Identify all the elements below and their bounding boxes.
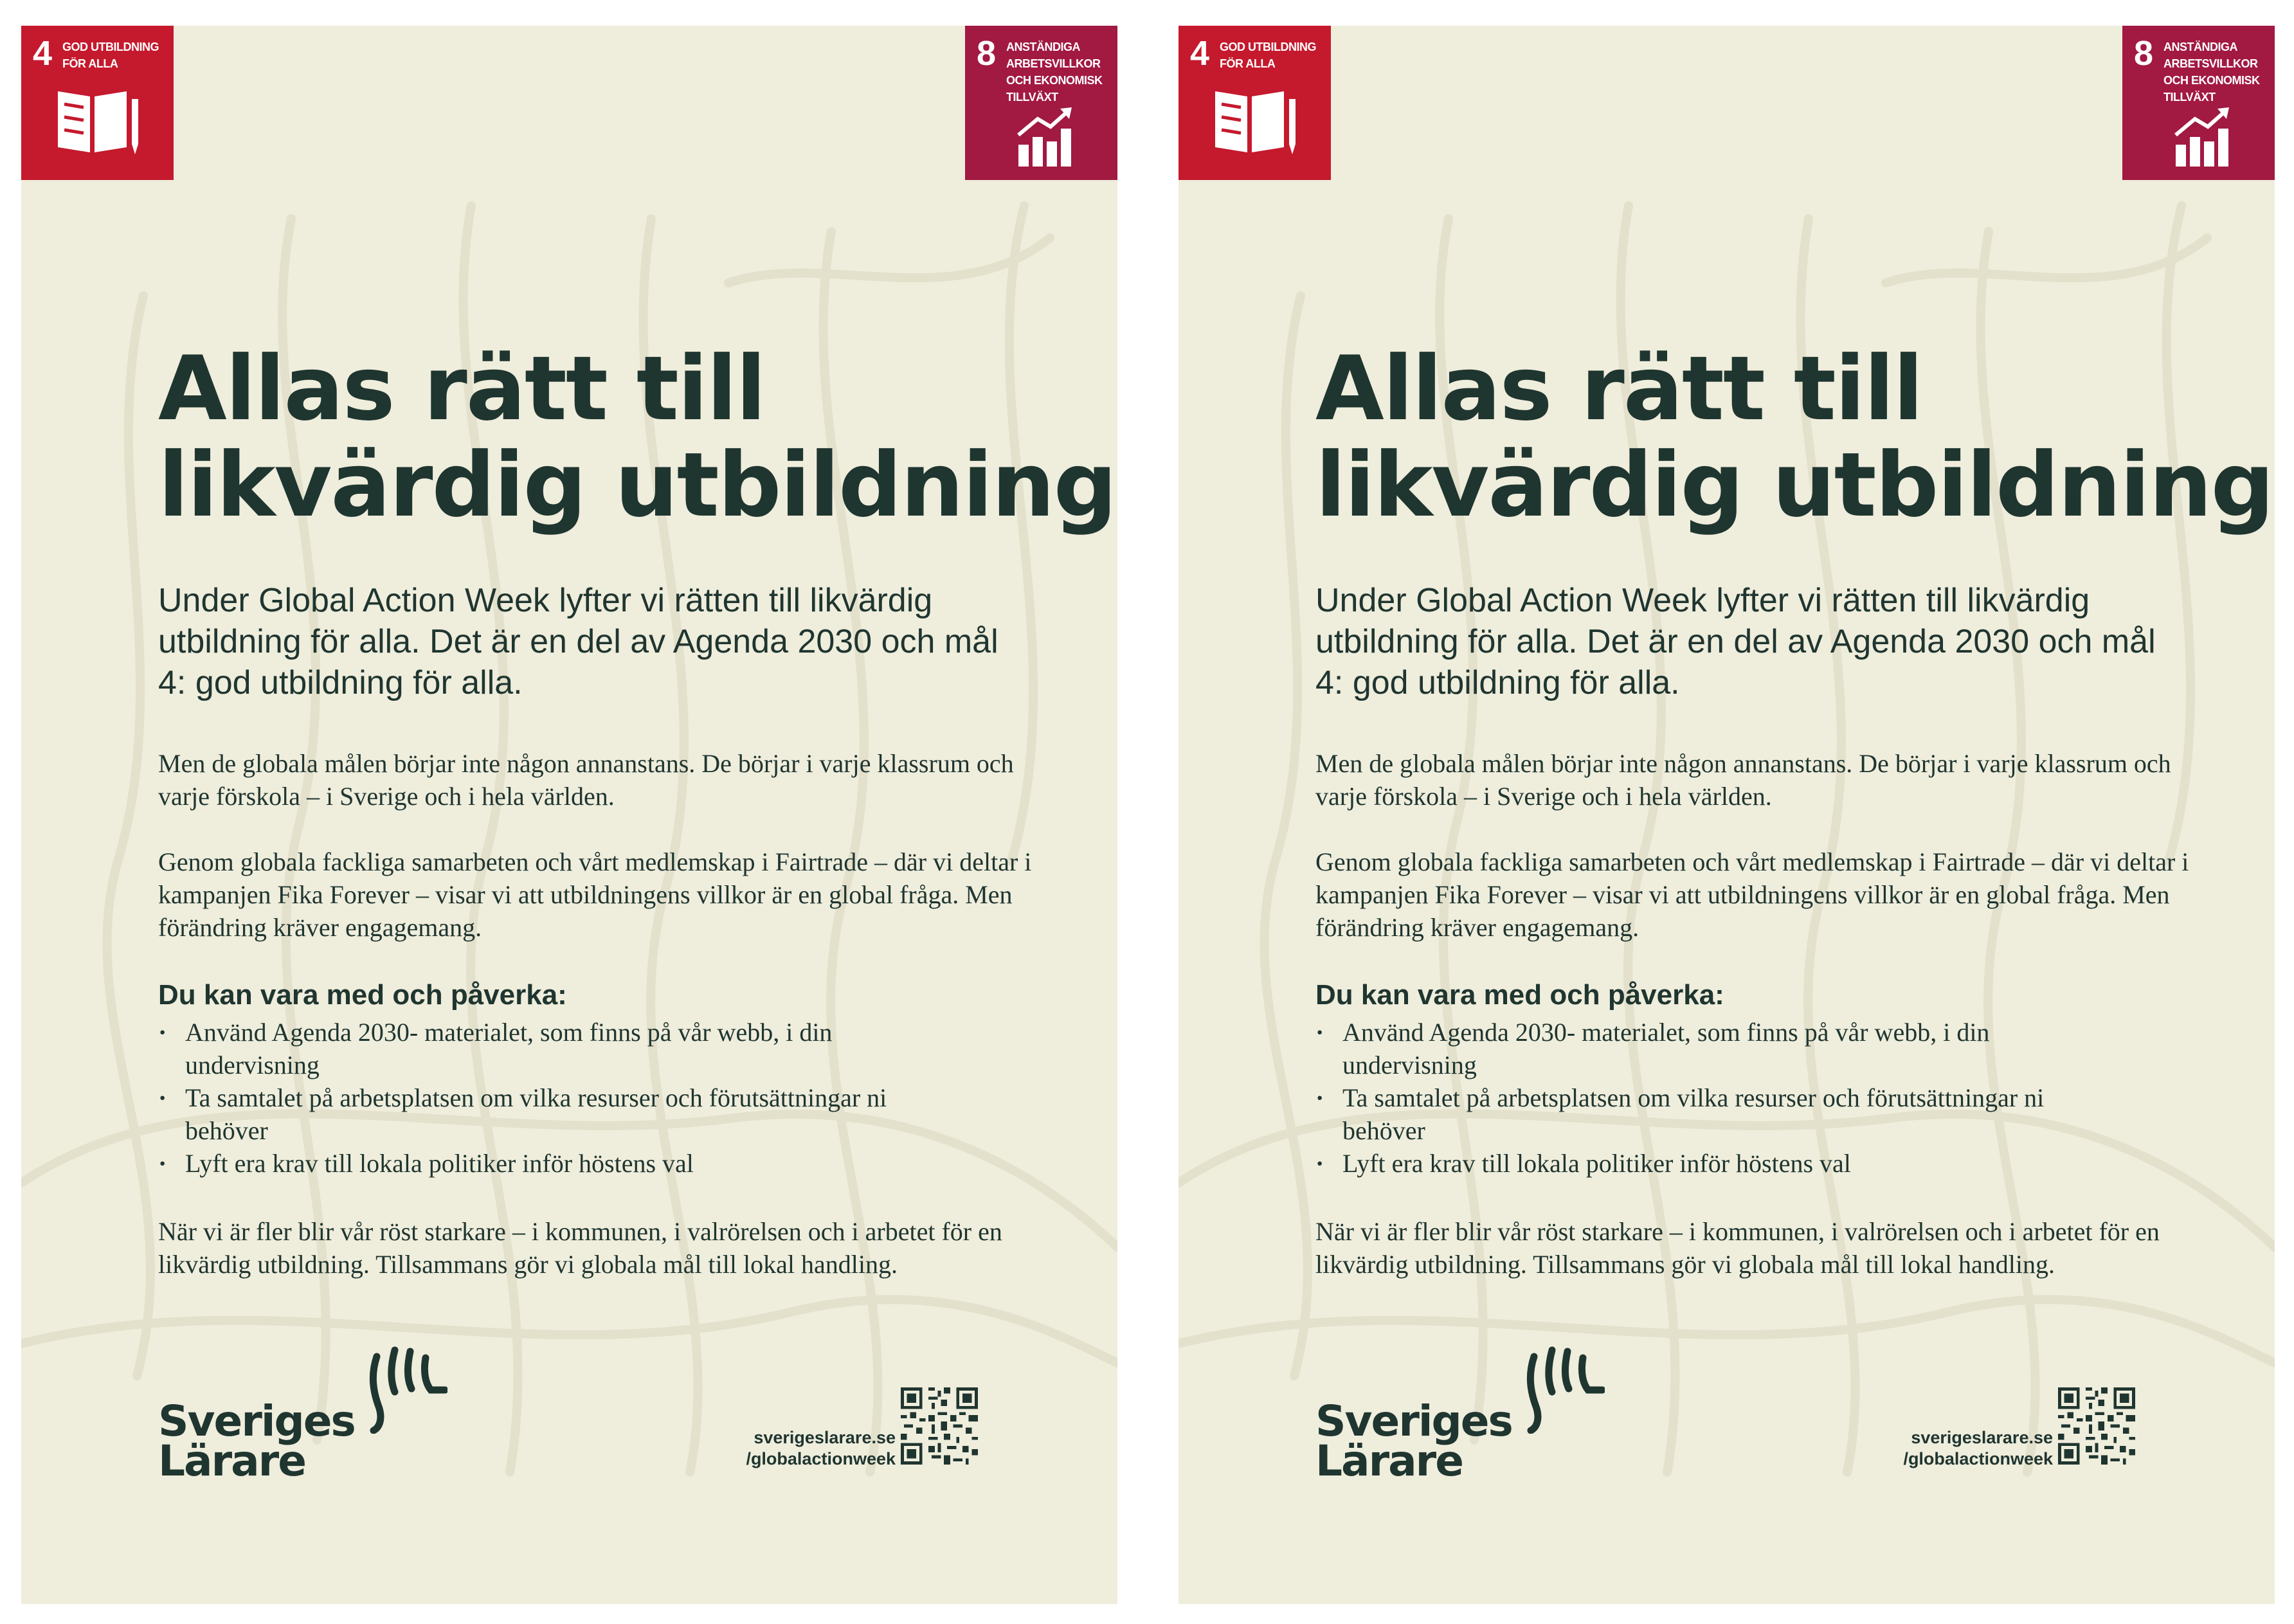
list-item: · Lyft era krav till lokala politiker inför höstens val [1315,1147,2126,1180]
sdg-title: ANSTÄNDIGA ARBETSVILLKOR OCH EKONOMISK TILLVÄXT [1006,41,1103,104]
sdg-goal-8-badge [2122,26,2275,180]
subheading: Du kan vara med och påverka: [158,979,567,1011]
list-item: · Använd Agenda 2030- materialet, som finns på vår webb, i din undervisning [158,1016,968,1081]
list-item: · Ta samtalet på arbetsplatsen om vilka resurser och förutsättningar ni behöver [1315,1081,2126,1147]
list-item: · Använd Agenda 2030- materialet, som finns på vår webb, i din undervisning [1315,1016,2126,1081]
sdg-number: 4 [1190,34,1210,73]
bullet-list [1315,1016,2126,1180]
list-item: · Lyft era krav till lokala politiker inför höstens val [158,1147,968,1180]
poster-left [21,26,1117,1604]
sdg-goal-4-badge [1179,26,1331,180]
sdg-title: ANSTÄNDIGA ARBETSVILLKOR OCH EKONOMISK TILLVÄXT [2163,41,2260,104]
body-paragraph: Men de globala målen börjar inte någon annanstans. De börjar i varje klassrum och varje förskola – i Sverige och i hela världen. [1315,749,2171,811]
sdg-number: 8 [2134,34,2154,73]
body-paragraph: När vi är fler blir vår röst starkare – i kommunen, i valrörelsen och i arbetet för en likvärdig utbildning. Tillsammans gör vi globala mål till lokal handling. [158,1217,1002,1279]
website-url[interactable] [1903,1427,2053,1470]
body-paragraph: När vi är fler blir vår röst starkare – i kommunen, i valrörelsen och i arbetet för en likvärdig utbildning. Tillsammans gör vi globala mål till lokal handling. [1315,1217,2160,1279]
sdg-title: GOD UTBILDNING FÖR ALLA [1220,41,1316,70]
sdg-goal-4-badge [21,26,174,180]
sdg-number: 4 [33,34,53,73]
book-pencil-icon [1212,85,1299,159]
list-item: · Ta samtalet på arbetsplatsen om vilka resurser och förutsättningar ni behöver [158,1081,968,1147]
qr-code-icon[interactable] [2058,1387,2135,1465]
headline [158,337,1116,537]
logo-text [158,1396,355,1486]
url-line: /globalactionweek [1903,1449,2053,1468]
sdg-title: GOD UTBILDNING FÖR ALLA [62,41,159,70]
headline-line: likvärdig utbildning [158,433,1116,537]
headline [1315,337,2273,537]
headline-line: Allas rätt till [1315,337,1922,440]
bullet-list [158,1016,968,1180]
sdg-number: 8 [977,34,997,73]
intro-text: Under Global Action Week lyfter vi rätten till likvärdig utbildning för alla. Det är en del av Agenda 2030 och mål 4: god utbildning för alla. [1315,582,2156,701]
headline-line: Allas rätt till [158,337,765,440]
body-paragraph: Men de globala målen börjar inte någon annanstans. De börjar i varje klassrum och varje förskola – i Sverige och i hela världen. [158,749,1014,811]
url-line: sverigeslarare.se [1911,1428,2053,1447]
body-paragraph: Genom globala fackliga samarbeten och vårt medlemskap i Fairtrade – där vi deltar i kampanjen Fika Forever – visar vi att utbildningens villkor är en global fråga. Men förändring kräver engagemang. [1315,847,2189,942]
body-paragraph: Genom globala fackliga samarbeten och vårt medlemskap i Fairtrade – där vi deltar i kampanjen Fika Forever – visar vi att utbildningens villkor är en global fråga. Men förändring kräver engagemang. [158,847,1032,942]
logo-line: Sveriges [158,1396,355,1446]
headline-line: likvärdig utbildning [1315,433,2273,537]
url-line: sverigeslarare.se [754,1428,896,1447]
sveriges-larare-logo [1315,1344,1605,1486]
logo-line: Lärare [158,1436,305,1486]
sdg-goal-8-badge [965,26,1117,180]
logo-line: Lärare [1315,1436,1463,1486]
qr-code-icon[interactable] [901,1387,978,1465]
book-pencil-icon [55,85,141,159]
intro-text: Under Global Action Week lyfter vi rätten till likvärdig utbildning för alla. Det är en del av Agenda 2030 och mål 4: god utbildning för alla. [158,582,998,701]
hand-logo-icon [1521,1344,1605,1434]
url-line: /globalactionweek [746,1449,896,1468]
growth-chart-icon [1015,106,1073,167]
sveriges-larare-logo [158,1344,447,1486]
logo-text [1315,1396,1512,1486]
hand-logo-icon [364,1344,447,1434]
poster-right [1179,26,2275,1604]
logo-line: Sveriges [1315,1396,1512,1446]
website-url[interactable] [746,1427,896,1470]
subheading: Du kan vara med och påverka: [1315,979,1724,1011]
growth-chart-icon [2172,106,2230,167]
